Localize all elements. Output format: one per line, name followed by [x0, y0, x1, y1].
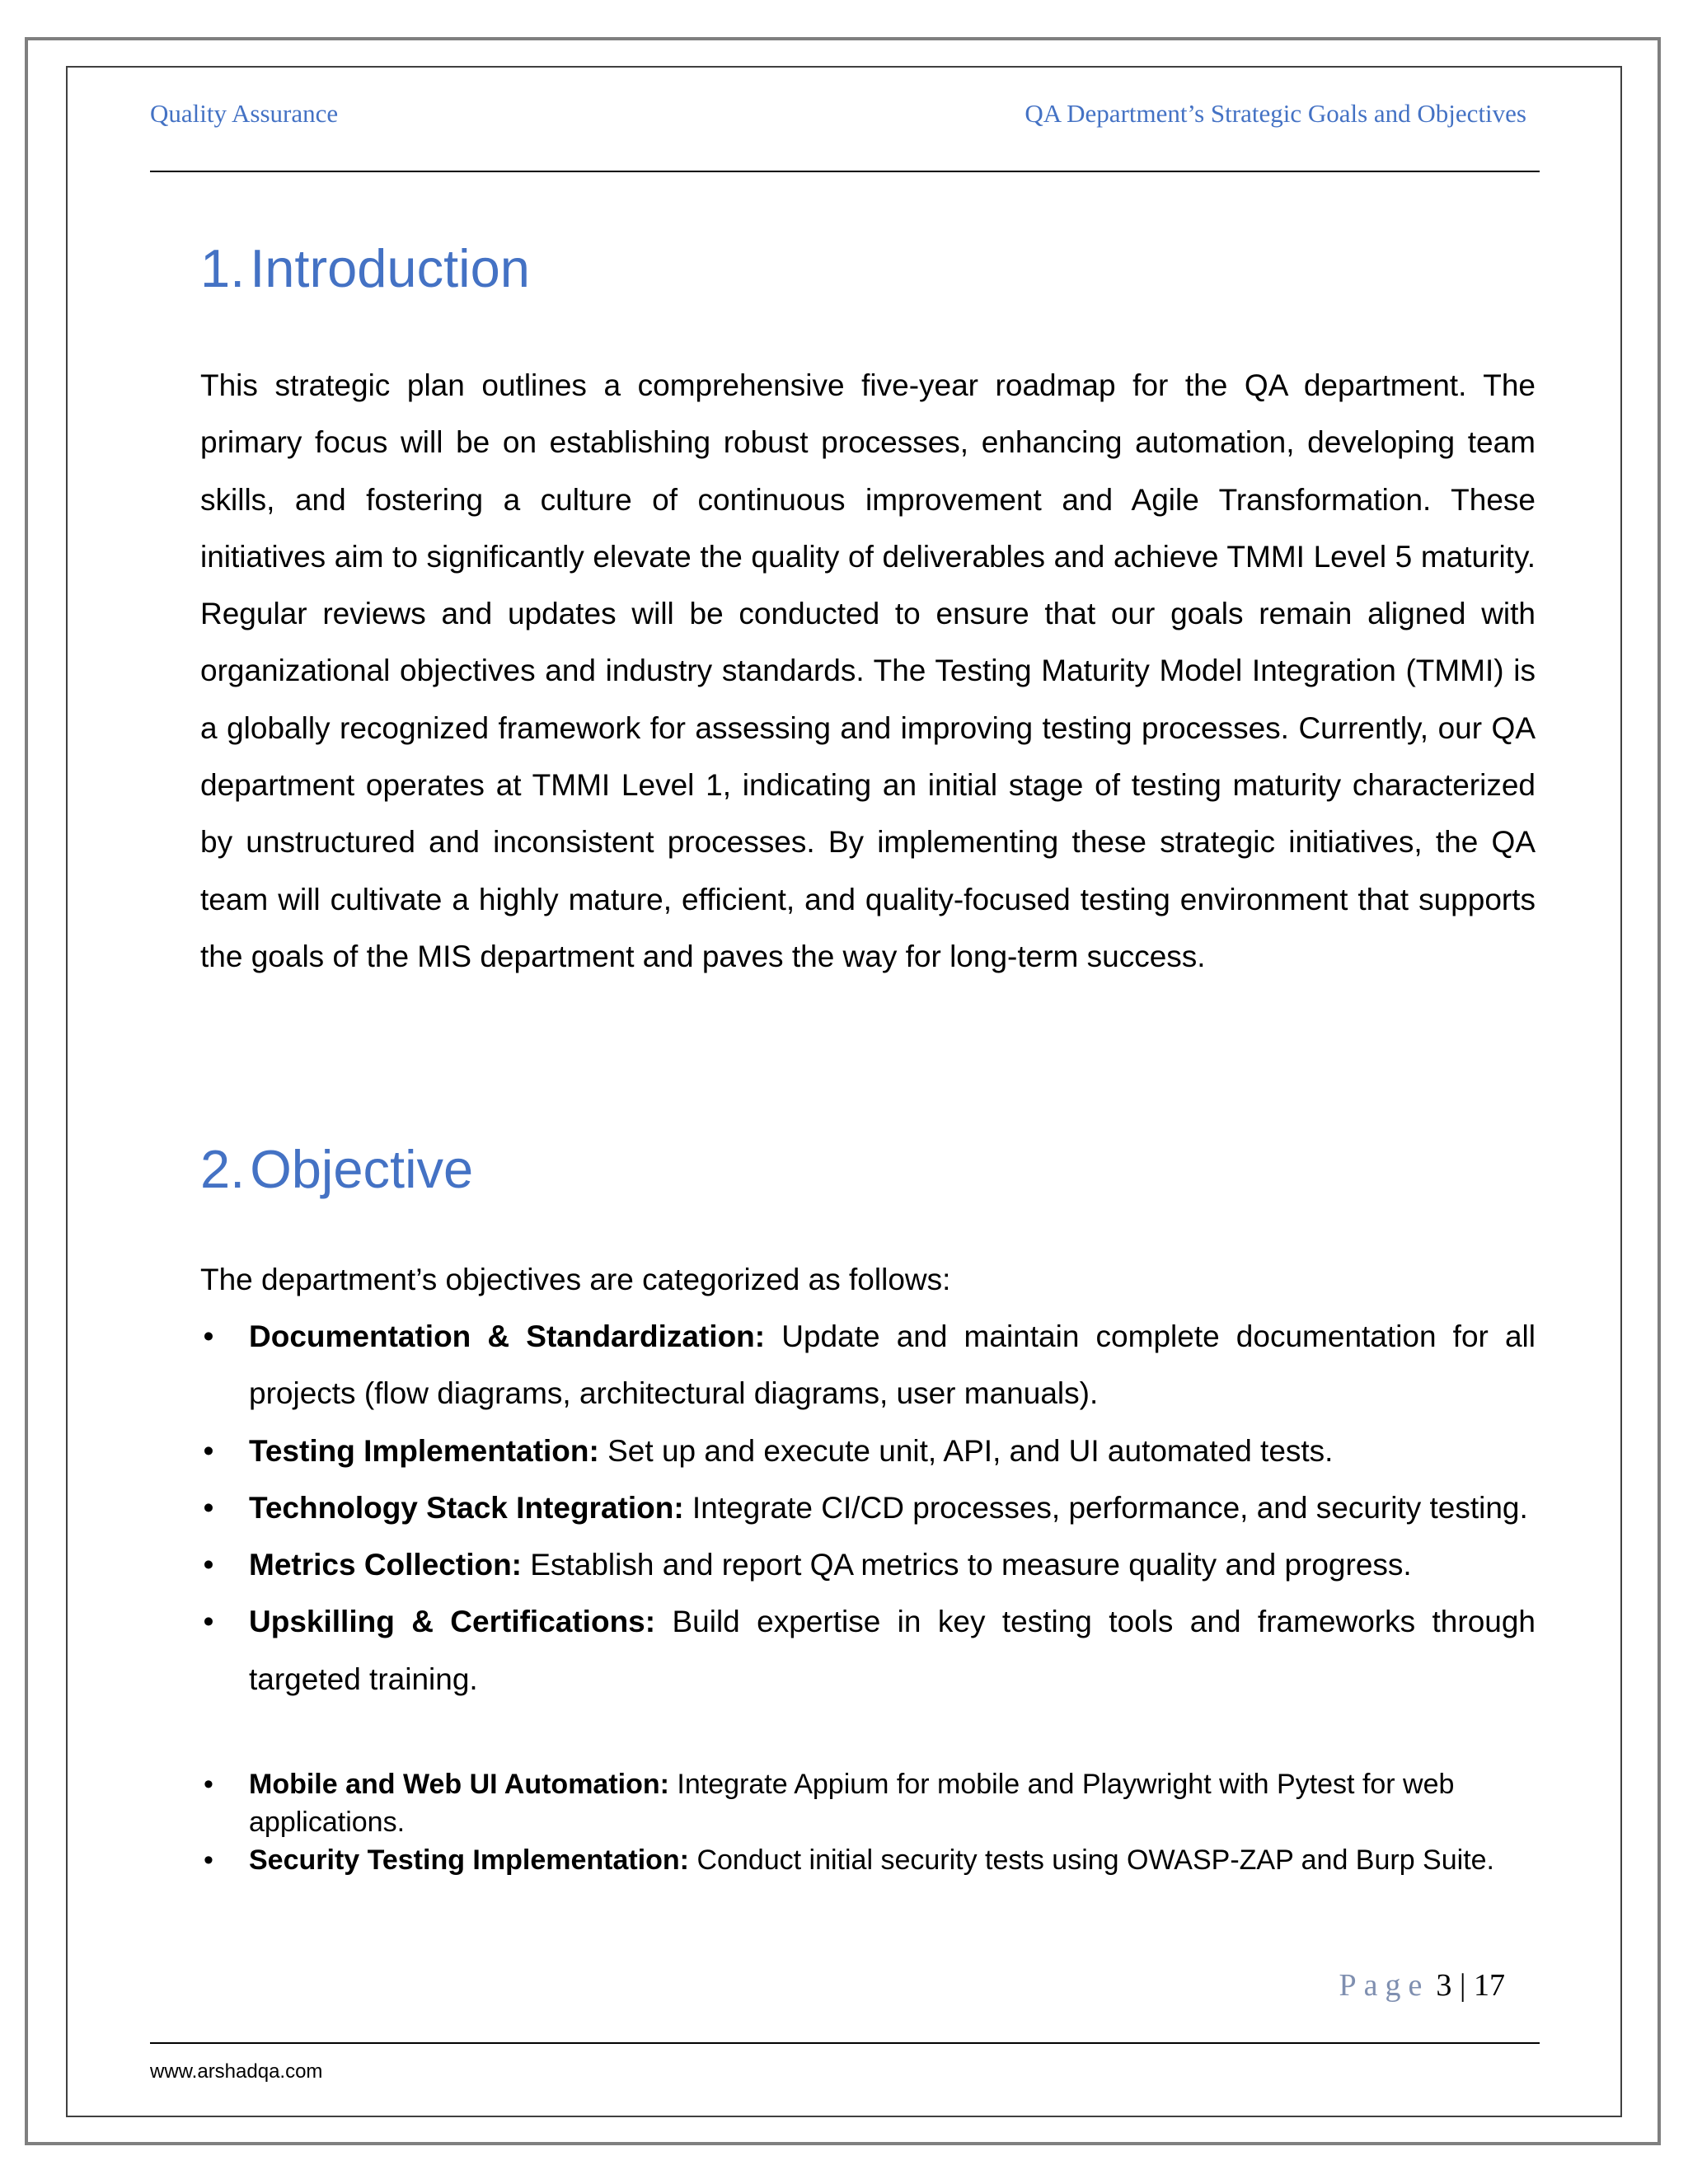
- list-item: [200, 1308, 1536, 1422]
- list-item: [200, 1593, 1536, 1708]
- objectives-list: [200, 1308, 1536, 1708]
- footer-divider: [150, 2042, 1540, 2044]
- bullet-icon: [200, 1841, 217, 1879]
- page-total: 17: [1474, 1968, 1505, 2003]
- footer-url: www.arshadqa.com: [150, 2060, 323, 2083]
- list-item-label: Metrics Collection:: [249, 1548, 522, 1582]
- objective-heading: [200, 1140, 473, 1199]
- list-item-label: Security Testing Implementation:: [249, 1844, 690, 1876]
- list-item-label: Documentation & Standardization:: [249, 1319, 766, 1353]
- introduction-paragraph: This strategic plan outlines a comprehensive five-year roadmap for the QA department. The primary focus will be on establishing robust processes, enhancing automation, developing team skills, and fostering a culture of continuous improvement and Agile Transformation. These initiatives aim to significantly elevate the quality of deliverables and achieve TMMI Level 5 maturity. Regular reviews and updates will be conducted to ensure that our goals remain aligned with organizational objectives and industry standards. The Testing Maturity Model Integration (TMMI) is a globally recognized framework for assessing and improving testing processes. Currently, our QA department operates at TMMI Level 1, indicating an initial stage of testing maturity characterized by unstructured and inconsistent processes. By implementing these strategic initiatives, the QA team will cultivate a highly mature, efficient, and quality-focused testing environment that supports the goals of the MIS department and paves the way for long-term success.: [200, 368, 1536, 973]
- list-item: [200, 1765, 1536, 1841]
- bullet-icon: [200, 1422, 217, 1479]
- list-item-label: Mobile and Web UI Automation:: [249, 1769, 669, 1800]
- bullet-icon: [200, 1308, 217, 1365]
- page-word: Page: [1339, 1968, 1430, 2003]
- objective-heading-title: Objective: [250, 1139, 474, 1199]
- list-item-text: Integrate CI/CD processes, performance, and security testing.: [683, 1490, 1528, 1525]
- introduction-heading-title: Introduction: [250, 238, 530, 298]
- list-item-text: Build expertise in key testing tools and frameworks through targeted training.: [249, 1605, 1536, 1696]
- bullet-icon: [200, 1479, 217, 1536]
- list-item-text: Set up and execute unit, API, and UI automated tests.: [598, 1433, 1334, 1468]
- list-item-text: Conduct initial security tests using OWASP-ZAP and Burp Suite.: [689, 1844, 1495, 1876]
- page-separator: |: [1459, 1968, 1466, 2003]
- list-item-label: Technology Stack Integration:: [249, 1490, 684, 1525]
- header-divider: [150, 171, 1540, 172]
- list-item-text: Establish and report QA metrics to measure quality and progress.: [522, 1548, 1412, 1582]
- list-item-label: Testing Implementation:: [249, 1433, 599, 1468]
- introduction-heading-number: 1.: [200, 238, 246, 298]
- introduction-heading: [200, 239, 530, 298]
- header-right-title: QA Department’s Strategic Goals and Objectives: [1025, 99, 1526, 128]
- page-number: [1339, 1967, 1505, 2004]
- list-item: [200, 1422, 1536, 1479]
- objective-heading-number: 2.: [200, 1139, 246, 1199]
- objective-lead-text: The department’s objectives are categorized as follows:: [200, 1263, 951, 1296]
- list-item: [200, 1536, 1536, 1593]
- list-item-text: Update and maintain complete documentation for all projects (flow diagrams, architectural diagrams, user manuals).: [249, 1319, 1536, 1411]
- header-left-title: Quality Assurance: [150, 99, 339, 128]
- bullet-icon: [200, 1536, 217, 1593]
- objectives-list-secondary: [200, 1765, 1536, 1879]
- list-item-text: Integrate Appium for mobile and Playwright with Pytest for web applications.: [249, 1769, 1455, 1838]
- list-item-label: Upskilling & Certifications:: [249, 1605, 656, 1639]
- bullet-icon: [200, 1593, 217, 1650]
- list-item: [200, 1479, 1536, 1536]
- list-item: [200, 1841, 1536, 1879]
- bullet-icon: [200, 1765, 217, 1803]
- page-current: 3: [1436, 1968, 1452, 2003]
